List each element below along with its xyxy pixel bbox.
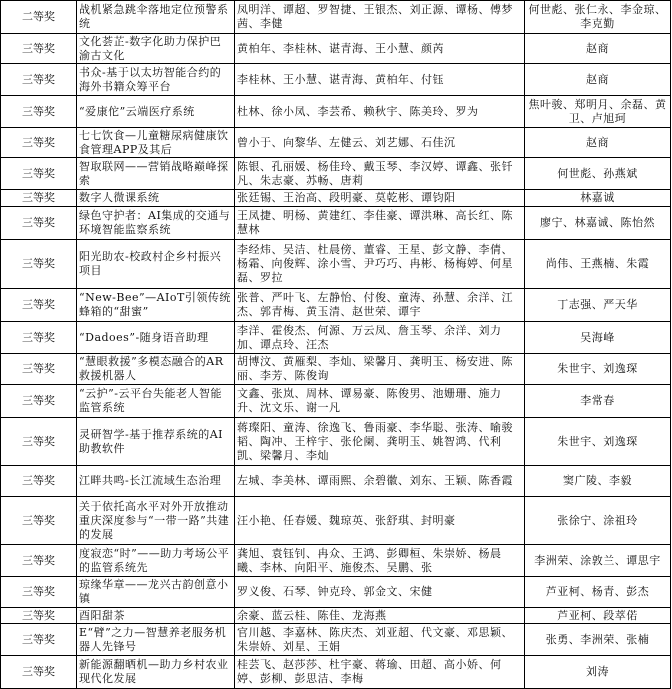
team-members-cell: 张普、严叶飞、左静怡、付俊、童涛、孙慧、余洋、江杰、郭青梅、黄玉清、赵世荣、谭宇 [235, 289, 525, 322]
award-cell: 三等奖 [1, 128, 77, 158]
project-name-cell: E“臂”之力—智慧养老服务机器人先锋号 [77, 624, 235, 656]
award-cell: 三等奖 [1, 497, 77, 545]
table-row [1, 577, 671, 608]
team-members-cell: 龚旭、袁钰钊、冉众、王鸿、彭卿桓、朱崇娇、杨晨曦、李林、向阳平、施俊杰、吴鹏、张 [235, 545, 525, 577]
table-row [1, 158, 671, 190]
mentors-cell: 朱世宇、刘逸琛 [525, 418, 671, 466]
table-row [1, 190, 671, 207]
mentors-cell: 吴海峰 [525, 322, 671, 354]
table-row [1, 466, 671, 497]
mentors-cell: 芦亚柯、段萃偌 [525, 608, 671, 624]
project-name-cell: 江畔共鸣-长江流域生态治理 [77, 466, 235, 497]
team-members-cell: 李经炜、吴洁、杜晨傍、董睿、王星、彭文静、李倩、杨霜、向俊辉、涂小雪、尹巧巧、冉彬、杨梅婷、何星磊、罗拉 [235, 240, 525, 289]
award-cell: 三等奖 [1, 158, 77, 190]
table-row [1, 385, 671, 418]
team-members-cell: 桂芸飞、赵莎莎、杜宇豪、蒋瑜、田超、高小娇、何婷、彭柳、彭思洁、李梅 [235, 656, 525, 689]
team-members-cell: 李桂林、王小慧、谌青海、黄柏年、付钰 [235, 64, 525, 96]
award-cell: 三等奖 [1, 545, 77, 577]
award-cell: 三等奖 [1, 385, 77, 418]
project-name-cell: “New-Bee”—AIoT引领传统蜂箱的“甜蜜” [77, 289, 235, 322]
table-row [1, 624, 671, 656]
award-cell: 三等奖 [1, 608, 77, 624]
award-cell: 三等奖 [1, 190, 77, 207]
team-members-cell: 汪小艳、任春媛、魏琼英、张舒琪、封明豪 [235, 497, 525, 545]
project-name-cell: 酉阳甜茶 [77, 608, 235, 624]
table-row [1, 207, 671, 240]
project-name-cell: “云护”-云平台失能老人智能监管系统 [77, 385, 235, 418]
mentors-cell: 赵商 [525, 34, 671, 64]
mentors-cell: 尚伟、王燕楠、朱霞 [525, 240, 671, 289]
award-cell: 三等奖 [1, 96, 77, 128]
award-cell: 三等奖 [1, 624, 77, 656]
team-members-cell: 文鑫、张岚、周林、谭易豪、陈俊男、池姗珊、施力升、沈文乐、谢一凡 [235, 385, 525, 418]
team-members-cell: 蒋璨阳、童涛、徐逸飞、鲁雨豪、李华聪、张涛、喻骏韬、陶冲、王梓宇、张伦阑、龚明玉、姚智鸿、代利凯、梁馨月、李灿 [235, 418, 525, 466]
award-cell: 三等奖 [1, 354, 77, 385]
table-row [1, 418, 671, 466]
team-members-cell: 黄柏年、李桂林、谌青海、王小慧、颜芮 [235, 34, 525, 64]
award-cell: 三等奖 [1, 34, 77, 64]
mentors-cell: 张勇、李洲荣、张楠 [525, 624, 671, 656]
mentors-cell: 张徐宁、涂祖玲 [525, 497, 671, 545]
team-members-cell: 余豪、蓝云桂、陈佳、龙海燕 [235, 608, 525, 624]
table-row [1, 240, 671, 289]
table-row [1, 128, 671, 158]
team-members-cell: 凤明洋、谭超、罗智捷、王银杰、刘正源、谭杨、傅梦茜、李健 [235, 1, 525, 34]
awards-table-body [1, 1, 671, 689]
mentors-cell: 李洲荣、涂敦兰、谭思宇 [525, 545, 671, 577]
team-members-cell: 罗义俊、石琴、钟克玲、郭金文、宋健 [235, 577, 525, 608]
table-row [1, 96, 671, 128]
team-members-cell: 左城、李美林、谭雨熙、余碧徽、刘东、王颖、陈香霞 [235, 466, 525, 497]
mentors-cell: 廖宁、林嘉诚、陈怡然 [525, 207, 671, 240]
table-row [1, 64, 671, 96]
award-cell: 三等奖 [1, 207, 77, 240]
award-cell: 三等奖 [1, 64, 77, 96]
award-cell: 三等奖 [1, 577, 77, 608]
project-name-cell: 七七饮食—儿童糖尿病健康饮食管理APP及其后 [77, 128, 235, 158]
project-name-cell: 绿色守护者：AI集成的交通与环境智能监察系统 [77, 207, 235, 240]
team-members-cell: 李洋、霍俊杰、何源、万云凤、詹玉琴、余洋、刘力加、谭点玲、汪杰 [235, 322, 525, 354]
mentors-cell: 赵商 [525, 128, 671, 158]
mentors-cell: 焦叶骏、郑明月、余磊、黄卫、卢旭珂 [525, 96, 671, 128]
team-members-cell: 张廷锡、王治高、段明豪、莫乾彬、谭钧阳 [235, 190, 525, 207]
project-name-cell: 智取联网——营销战略巅峰探索 [77, 158, 235, 190]
mentors-cell: 窦广陵、李毅 [525, 466, 671, 497]
table-row [1, 354, 671, 385]
project-name-cell: 数字人微课系统 [77, 190, 235, 207]
mentors-cell: 林嘉诚 [525, 190, 671, 207]
table-row [1, 1, 671, 34]
project-name-cell: 阳光助农-校政村企乡村振兴项目 [77, 240, 235, 289]
project-name-cell: 度寂恋“时”——助力考场公平的监管系统先 [77, 545, 235, 577]
table-row [1, 322, 671, 354]
mentors-cell: 朱世宇、刘逸琛 [525, 354, 671, 385]
project-name-cell: 关于依托高水平对外开放推动重庆深度参与“一带一路”共建的发展 [77, 497, 235, 545]
table-row [1, 497, 671, 545]
team-members-cell: 杜林、徐小凤、李芸希、赖秋宇、陈美玲、罗为 [235, 96, 525, 128]
project-name-cell: 文化荟芷-数字化助力保护巴渝古文化 [77, 34, 235, 64]
mentors-cell: 刘涛 [525, 656, 671, 689]
project-name-cell: 战机紧急跳伞落地定位预警系统 [77, 1, 235, 34]
award-cell: 二等奖 [1, 1, 77, 34]
table-row [1, 656, 671, 689]
project-name-cell: “爱康佗”云端医疗系统 [77, 96, 235, 128]
mentors-cell: 何世彪、张仁永、李金琼、李克勤 [525, 1, 671, 34]
table-row [1, 608, 671, 624]
team-members-cell: 曾小于、向黎华、左健云、刘艺娜、石佳沉 [235, 128, 525, 158]
award-cell: 三等奖 [1, 289, 77, 322]
mentors-cell: 丁志强、严天华 [525, 289, 671, 322]
team-members-cell: 王凤捷、明杨、黄建红、李佳豪、谭洪琳、高长红、陈慧林 [235, 207, 525, 240]
project-name-cell: 琼缘华章——龙兴古韵创意小镇 [77, 577, 235, 608]
mentors-cell: 芦亚柯、杨青、彭杰 [525, 577, 671, 608]
mentors-cell: 何世彪、孙燕斌 [525, 158, 671, 190]
project-name-cell: “Dadoes”-随身语音助理 [77, 322, 235, 354]
table-row [1, 34, 671, 64]
mentors-cell: 赵商 [525, 64, 671, 96]
table-row [1, 545, 671, 577]
project-name-cell: “慧眼救援”多模态融合的AR救援机器人 [77, 354, 235, 385]
award-cell: 三等奖 [1, 240, 77, 289]
team-members-cell: 胡博汶、黄雁梨、李灿、梁馨月、龚明玉、杨安进、陈丽、李芳、陈俊询 [235, 354, 525, 385]
mentors-cell: 李常春 [525, 385, 671, 418]
table-row [1, 289, 671, 322]
award-cell: 三等奖 [1, 466, 77, 497]
team-members-cell: 官川越、李嘉林、陈庆杰、刘亚超、代文豪、邓思颖、朱崇娇、刘星、王娟 [235, 624, 525, 656]
award-cell: 三等奖 [1, 656, 77, 689]
project-name-cell: 灵研智学-基于推荐系统的AI助教软件 [77, 418, 235, 466]
award-cell: 三等奖 [1, 322, 77, 354]
project-name-cell: 新能源翻晒机—助力乡村农业现代化发展 [77, 656, 235, 689]
team-members-cell: 陈银、孔丽媛、杨佳玲、戴玉琴、李汉婷、谭鑫、张钎凡、朱志豪、苏畅、唐莉 [235, 158, 525, 190]
project-name-cell: 书众-基于以太坊智能合约的海外书籍众筹平台 [77, 64, 235, 96]
award-cell: 三等奖 [1, 418, 77, 466]
